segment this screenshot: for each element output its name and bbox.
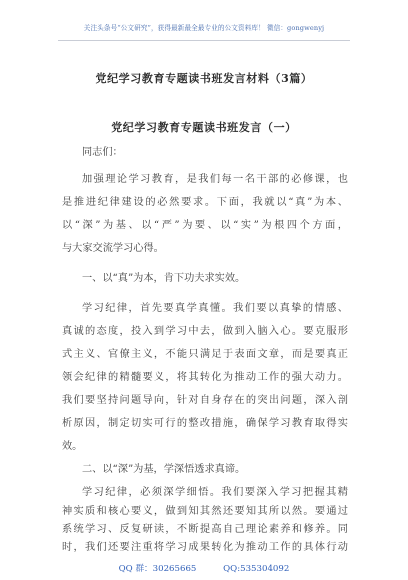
paragraph-line: 是推进纪律建设的必然要求。下面，我就以“真”为本、 <box>62 197 348 208</box>
paragraph-line: 神实质和核心要义，做到知其然还要知其所以然。要通过 <box>62 506 348 517</box>
paragraph-line: 以“深”为基、以“严”为要、以“实”为根四个方面， <box>62 220 348 231</box>
footer-contacts <box>0 562 408 574</box>
section-title: 党纪学习教育专题读书班发言（一） <box>111 121 297 134</box>
paragraph-line: 真诚的态度，投入到学习中去，做到入脑入心。要克服形 <box>62 326 348 337</box>
paragraph-line: 学习纪律，必须深学细悟。我们要深入学习把握其精 <box>82 487 348 498</box>
paragraph-line: 与大家交流学习心得。 <box>62 243 164 254</box>
paragraph-line: 加强理论学习教育，是我们每一名干部的必修课，也 <box>82 174 348 185</box>
paragraph-line: 析原因，制定切实可行的整改措施，确保学习教育取得实 <box>62 418 348 429</box>
header-note: 关注头条号“公文研究”，获得最新最全最专业的公文资料库！ 微信：gongwenyj <box>83 24 325 32</box>
paragraph-line: 时，我们还要注重将学习成果转化为推动工作的具体行动 <box>62 542 348 553</box>
footer-qq-group: QQ 群：30265665 <box>118 564 197 574</box>
paragraph-line: 我们要坚持问题导向，针对自身存在的突出问题，深入剖 <box>62 395 348 406</box>
heading-line: 二、以“深”为基，学深悟透求真谛。 <box>82 464 246 475</box>
document-title: 党纪学习教育专题读书班发言材料（3篇） <box>95 72 313 85</box>
greeting: 同志们： <box>82 147 123 158</box>
footer-qq: QQ:535304092 <box>223 564 290 574</box>
paragraph-line: 系统学习、反复研读，不断提高自己理论素养和修养。同 <box>62 524 348 535</box>
header-divider <box>58 40 350 41</box>
paragraph-line: 学习纪律，首先要真学真懂。我们要以真挚的情感、 <box>82 303 348 314</box>
paragraph-line: 效。 <box>62 441 83 452</box>
paragraph-line: 式主义、官僚主义，不能只满足于表面文章，而是要真正 <box>62 349 348 360</box>
heading-line: 一、以“真”为本，肯下功夫求实效。 <box>82 273 246 284</box>
paragraph-line: 领会纪律的精髓要义，将其转化为推动工作的强大动力。 <box>62 372 348 383</box>
